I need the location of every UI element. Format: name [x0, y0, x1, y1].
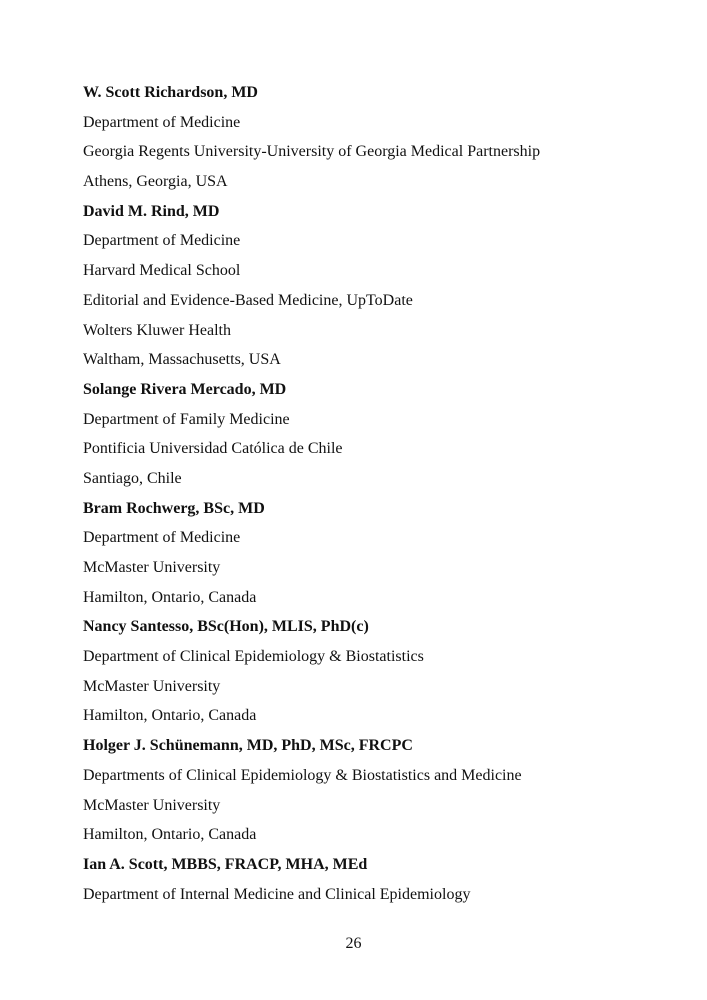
- affiliation-line: McMaster University: [83, 796, 221, 814]
- affiliation-line: McMaster University: [83, 677, 221, 695]
- contributor-name: Solange Rivera Mercado, MD: [83, 380, 287, 398]
- affiliation-line: Editorial and Evidence-Based Medicine, UpToDate: [83, 291, 413, 309]
- contributor-name: Ian A. Scott, MBBS, FRACP, MHA, MEd: [83, 855, 368, 873]
- affiliation-line: Departments of Clinical Epidemiology & Biostatistics and Medicine: [83, 766, 522, 784]
- affiliation-line: Santiago, Chile: [83, 469, 182, 487]
- affiliation-line: Harvard Medical School: [83, 262, 241, 280]
- affiliation-line: Wolters Kluwer Health: [83, 321, 231, 339]
- affiliation-line: Department of Medicine: [83, 113, 241, 131]
- affiliation-line: Department of Medicine: [83, 529, 241, 547]
- contributor-list: [83, 81, 683, 912]
- affiliation-line: Pontificia Universidad Católica de Chile: [83, 440, 343, 458]
- affiliation-line: Hamilton, Ontario, Canada: [83, 588, 257, 606]
- affiliation-line: Hamilton, Ontario, Canada: [83, 826, 257, 844]
- affiliation-line: Athens, Georgia, USA: [83, 173, 228, 191]
- affiliation-line: Hamilton, Ontario, Canada: [83, 707, 257, 725]
- affiliation-line: Waltham, Massachusetts, USA: [83, 351, 281, 369]
- contributor-name: Bram Rochwerg, BSc, MD: [83, 499, 265, 517]
- contributor-name: Nancy Santesso, BSc(Hon), MLIS, PhD(c): [83, 618, 369, 636]
- affiliation-line: Department of Internal Medicine and Clinical Epidemiology: [83, 885, 471, 903]
- affiliation-line: McMaster University: [83, 559, 221, 576]
- affiliation-line: Department of Family Medicine: [83, 410, 290, 428]
- contributor-name: W. Scott Richardson, MD: [83, 84, 258, 101]
- contributor-name: Holger J. Schünemann, MD, PhD, MSc, FRCPC: [83, 737, 413, 755]
- contributor-name: David M. Rind, MD: [83, 202, 220, 220]
- page-number: 26: [345, 935, 362, 952]
- affiliation-line: Georgia Regents University-University of Georgia Medical Partnership: [83, 143, 541, 161]
- affiliation-line: Department of Clinical Epidemiology & Biostatistics: [83, 648, 424, 666]
- affiliation-line: Department of Medicine: [83, 232, 241, 250]
